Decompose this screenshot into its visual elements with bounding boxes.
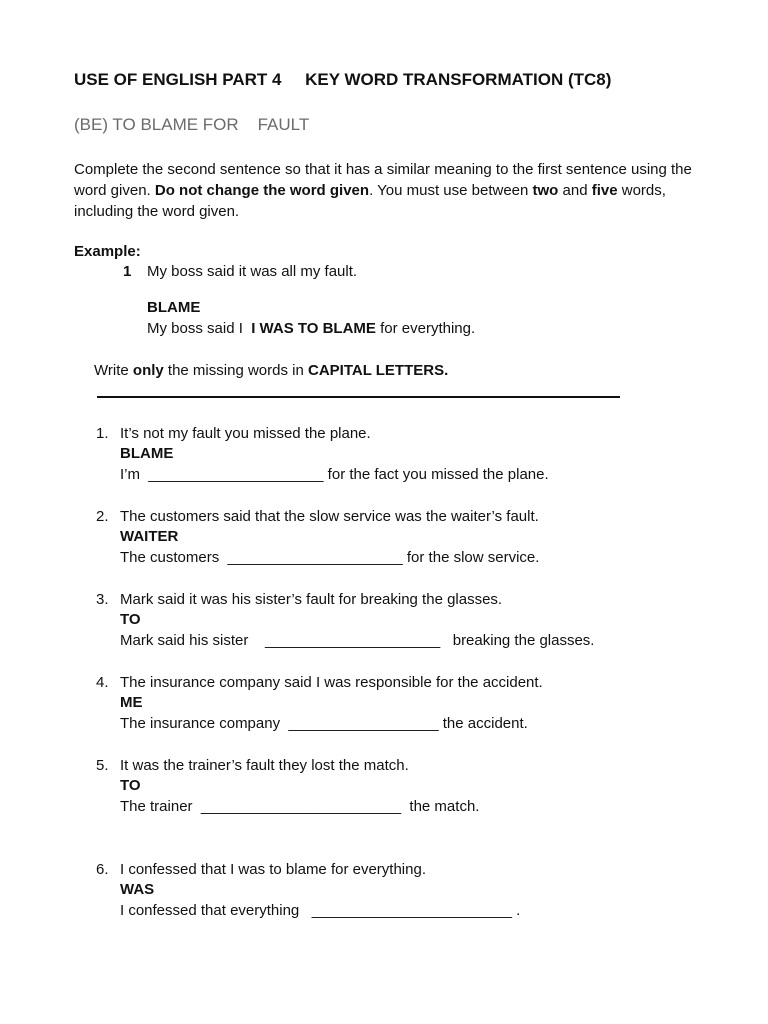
question-number: 1.: [96, 425, 109, 442]
instructions-bold: two: [532, 182, 559, 199]
write-note-text: the missing words in: [163, 362, 308, 379]
question-number: 6.: [96, 861, 109, 878]
write-note-bold: only: [132, 362, 164, 379]
write-note: [94, 361, 448, 381]
instructions-text: and: [558, 182, 592, 199]
example-sentence: My boss said it was all my fault.: [147, 263, 358, 280]
instructions: [74, 159, 714, 222]
instructions-text: words, including the word given.: [74, 182, 666, 220]
question-completion[interactable]: The trainer ________________________ the match.: [120, 798, 480, 815]
question-key-word: BLAME: [120, 445, 174, 462]
question-key-word: TO: [120, 611, 141, 628]
question-sentence: It was the trainer’s fault they lost the match.: [120, 757, 409, 774]
example-label: Example:: [74, 243, 141, 260]
question-sentence: Mark said it was his sister’s fault for breaking the glasses.: [120, 591, 503, 608]
question-sentence: I confessed that I was to blame for everything.: [120, 861, 426, 878]
question-completion[interactable]: I confessed that everything ________________________ .: [120, 902, 521, 919]
question-number: 4.: [96, 674, 109, 691]
question-key-word: WAITER: [120, 528, 179, 545]
write-note-text: Write: [94, 362, 133, 379]
question-key-word: TO: [120, 777, 141, 794]
question-key-word: WAS: [120, 881, 155, 898]
question-completion[interactable]: I’m _____________________ for the fact you missed the plane.: [120, 466, 549, 483]
question-sentence: It’s not my fault you missed the plane.: [120, 425, 371, 442]
page-title: USE OF ENGLISH PART 4 KEY WORD TRANSFORMATION (TC8): [74, 70, 612, 89]
instructions-bold: Do not change the word given: [154, 182, 370, 199]
question-key-word: ME: [120, 694, 143, 711]
question-number: 2.: [96, 508, 109, 525]
example-answer-prefix: My boss said I: [147, 320, 252, 337]
question-sentence: The insurance company said I was responsible for the accident.: [120, 674, 543, 691]
example-answer: [147, 319, 475, 339]
question-number: 3.: [96, 591, 109, 608]
question-number: 5.: [96, 757, 109, 774]
example-answer-suffix: for everything.: [375, 320, 476, 337]
instructions-text: Complete the second sentence so that it has a similar meaning to the first sentence using the word given.: [74, 161, 692, 199]
example-key-word: BLAME: [147, 299, 201, 316]
example-number: 1: [123, 263, 132, 280]
page-subtitle: (BE) TO BLAME FOR FAULT: [74, 115, 310, 134]
question-completion[interactable]: The insurance company __________________ the accident.: [120, 715, 528, 732]
write-note-bold: CAPITAL LETTERS.: [307, 362, 449, 379]
instructions-text: . You must use between: [369, 182, 533, 199]
question-sentence: The customers said that the slow service was the waiter’s fault.: [120, 508, 539, 525]
question-completion[interactable]: The customers _____________________ for the slow service.: [120, 549, 540, 566]
instructions-bold: five: [591, 182, 618, 199]
separator-line: [97, 396, 620, 398]
question-completion[interactable]: Mark said his sister _____________________ breaking the glasses.: [120, 632, 595, 649]
example-answer-bold: I WAS TO BLAME: [251, 320, 376, 337]
